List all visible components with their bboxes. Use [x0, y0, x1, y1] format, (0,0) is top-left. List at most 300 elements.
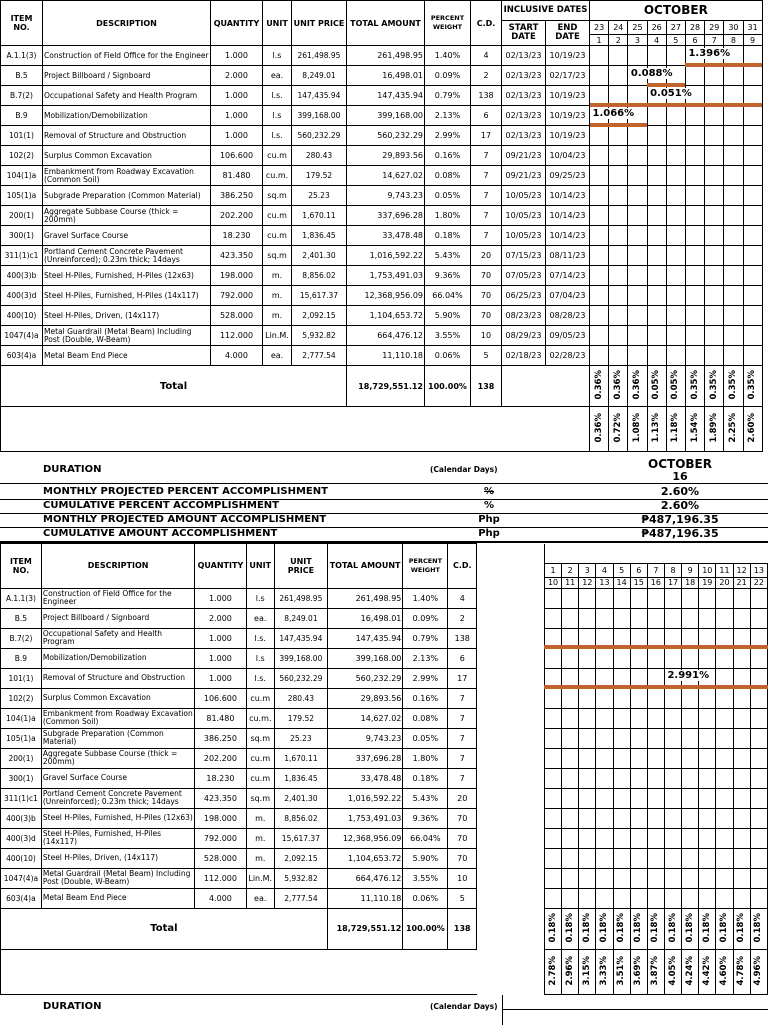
gantt-cell — [613, 828, 630, 848]
cell-end-date: 10/19/23 — [546, 46, 590, 66]
cell-percent-weight: 5.90% — [403, 848, 448, 868]
gantt-cell — [647, 226, 666, 246]
gantt-cell — [750, 648, 767, 668]
header-end-date: END DATE — [546, 21, 590, 46]
daily-percent — [613, 908, 630, 949]
cell-unit: m. — [246, 808, 274, 828]
header-start-date: START DATE — [502, 21, 546, 46]
gantt-cell — [647, 728, 664, 748]
cum-pct-value: 2.60% — [660, 499, 700, 512]
cell-unit: m. — [246, 848, 274, 868]
cell-description: Aggregate Subbase Course (thick = 200mm) — [41, 748, 194, 768]
cell-quantity: 202.200 — [211, 206, 263, 226]
gantt-cell — [733, 748, 750, 768]
cell-total-amount: 399,168.00 — [347, 106, 425, 126]
cell-total-amount: 16,498.01 — [347, 66, 425, 86]
daily-percent-value: 0.36% — [593, 370, 604, 400]
cell-start-date: 06/25/23 — [502, 286, 546, 306]
day-index: 5 — [666, 35, 685, 46]
cell-description: Portland Cement Concrete Pavement (Unreinforced); 0.23m thick; 14days — [43, 246, 211, 266]
gantt-cell — [733, 788, 750, 808]
gantt-cell — [613, 808, 630, 828]
cell-unit: cu.m — [246, 748, 274, 768]
cell-description: Gravel Surface Course — [41, 768, 194, 788]
daily-percent — [609, 366, 628, 407]
duration-month: OCTOBER — [648, 457, 712, 471]
cell-unit-price: 179.52 — [274, 708, 327, 728]
cell-unit-price: 179.52 — [292, 166, 347, 186]
total-blank — [502, 366, 590, 407]
cell-percent-weight: 0.18% — [403, 768, 448, 788]
cumulative-percent-value: 0.72% — [612, 413, 623, 443]
cell-start-date: 02/18/23 — [502, 346, 546, 366]
cell-total-amount: 399,168.00 — [327, 648, 403, 668]
cell-unit-price: 261,498.95 — [274, 588, 327, 608]
gantt-cell — [682, 608, 699, 628]
cell-unit: sq.m — [246, 728, 274, 748]
cell-blank — [477, 608, 545, 628]
cell-unit: cu.m — [263, 146, 292, 166]
gantt-cell — [699, 708, 716, 728]
gantt-cell — [590, 246, 609, 266]
cell-unit-price: 2,092.15 — [292, 306, 347, 326]
gantt-cell — [628, 146, 647, 166]
gantt-cell — [596, 768, 613, 788]
cell-cd: 7 — [471, 226, 502, 246]
cell-blank — [477, 668, 545, 688]
cell-total-amount: 33,478.48 — [327, 768, 403, 788]
daily-percent-value: 0.36% — [631, 370, 642, 400]
cell-total-amount: 664,476.12 — [327, 868, 403, 888]
gantt-cell — [685, 186, 704, 206]
daily-percent — [666, 366, 685, 407]
gantt-cell — [750, 808, 767, 828]
item-row — [1, 808, 768, 828]
gantt-cell — [750, 828, 767, 848]
cumulative-percent-value: 4.42% — [701, 955, 712, 986]
gantt-cell — [743, 206, 762, 226]
gantt-cell — [664, 848, 681, 868]
cell-quantity: 1.000 — [195, 628, 246, 648]
cell-total-amount: 147,435.94 — [327, 628, 403, 648]
gantt-cell — [705, 326, 724, 346]
day-index: 3 — [628, 35, 647, 46]
gantt-cell — [743, 286, 762, 306]
daily-percent-value: 0.18% — [650, 912, 661, 943]
daily-percent — [596, 908, 613, 949]
cell-description: Steel H-Piles, Furnished, H-Piles (12x63) — [41, 808, 194, 828]
cell-unit-price: 1,836.45 — [274, 768, 327, 788]
gantt-bar-safety-2 — [544, 645, 767, 649]
gantt-cell — [647, 326, 666, 346]
cell-total-amount: 1,016,592.22 — [327, 788, 403, 808]
cell-percent-weight: 66.04% — [425, 286, 471, 306]
cumulative-percent — [685, 407, 704, 452]
gantt-cell — [596, 728, 613, 748]
gantt-cell — [609, 186, 628, 206]
daily-percent-value: 0.18% — [633, 912, 644, 943]
gantt-cell — [699, 868, 716, 888]
cell-start-date: 02/13/23 — [502, 66, 546, 86]
item-row — [1, 728, 768, 748]
cell-description: Metal Guardrail (Metal Beam) Including Post (Double, W-Beam) — [43, 326, 211, 346]
cell-percent-weight: 0.16% — [425, 146, 471, 166]
cumulative-percent — [562, 949, 579, 994]
gantt-cell — [716, 808, 733, 828]
gantt-cell — [743, 146, 762, 166]
gantt-bar-billboard — [647, 83, 685, 87]
header-row — [1, 1, 763, 21]
gantt-cell — [579, 808, 596, 828]
gantt-cell — [705, 146, 724, 166]
header-month-blank — [544, 544, 767, 564]
cell-quantity: 1.000 — [195, 588, 246, 608]
day-number: 28 — [685, 21, 704, 35]
day-number: 25 — [628, 21, 647, 35]
cell-unit: sq.m — [263, 186, 292, 206]
cell-unit: sq.m — [263, 246, 292, 266]
gantt-cell — [724, 166, 743, 186]
gantt-cell — [699, 848, 716, 868]
cell-unit-price: 1,670.11 — [292, 206, 347, 226]
gantt-cell — [628, 166, 647, 186]
cell-description: Aggregate Subbase Course (thick = 200mm) — [43, 206, 211, 226]
gantt-cell — [733, 848, 750, 868]
gantt-cell — [743, 346, 762, 366]
header-item-no: ITEM NO. — [1, 544, 42, 589]
cell-start-date: 09/21/23 — [502, 146, 546, 166]
cell-cd: 2 — [448, 608, 477, 628]
cell-unit: Lin.M. — [246, 868, 274, 888]
cell-start-date: 07/15/23 — [502, 246, 546, 266]
gantt-cell — [743, 226, 762, 246]
cell-item-no: 603(4)a — [1, 888, 42, 908]
monthly-pct-unit: % — [483, 486, 495, 497]
cumulative-percent-value: 4.24% — [684, 955, 695, 986]
gantt-cell — [705, 266, 724, 286]
gantt-cell — [647, 888, 664, 908]
cell-description: Gravel Surface Course — [43, 226, 211, 246]
daily-percent-value: 0.35% — [747, 370, 758, 400]
cell-total-amount: 11,110.18 — [327, 888, 403, 908]
cell-cd: 70 — [448, 848, 477, 868]
header-cd: C.D. — [448, 544, 477, 589]
cell-cd: 70 — [471, 286, 502, 306]
cell-unit: cu.m. — [246, 708, 274, 728]
gantt-cell — [590, 226, 609, 246]
cell-unit-price: 25.23 — [274, 728, 327, 748]
item-row — [1, 46, 763, 66]
gantt-cell — [682, 808, 699, 828]
gantt-cell — [750, 748, 767, 768]
cell-total-amount: 14,627.02 — [347, 166, 425, 186]
cell-quantity: 423.350 — [211, 246, 263, 266]
cell-unit: ea. — [246, 608, 274, 628]
gantt-cell — [705, 286, 724, 306]
gantt-cell — [628, 246, 647, 266]
cell-quantity: 386.250 — [211, 186, 263, 206]
cell-percent-weight: 9.36% — [425, 266, 471, 286]
cell-description: Occupational Safety and Health Program — [41, 628, 194, 648]
gantt-cell — [590, 166, 609, 186]
cum-amt-value: ₱487,196.35 — [641, 527, 719, 540]
gantt-cell — [590, 146, 609, 166]
gantt-cell — [716, 708, 733, 728]
cell-blank — [477, 848, 545, 868]
cell-cd: 70 — [448, 808, 477, 828]
monthly-amt-label: MONTHLY PROJECTED AMOUNT ACCOMPLISHMENT — [43, 514, 327, 525]
cell-cd: 138 — [448, 628, 477, 648]
cell-blank — [477, 828, 545, 848]
gantt-cell — [562, 728, 579, 748]
cell-item-no: 311(1)c1 — [1, 788, 42, 808]
item-row — [1, 588, 768, 608]
duration-row-2 — [0, 995, 768, 1025]
gantt-cell — [682, 648, 699, 668]
header-quantity: QUANTITY — [195, 544, 246, 589]
cell-unit: ea. — [263, 66, 292, 86]
cell-description: Occupational Safety and Health Program — [43, 86, 211, 106]
gantt-cell — [647, 848, 664, 868]
cell-percent-weight: 9.36% — [403, 808, 448, 828]
cell-blank — [477, 868, 545, 888]
daily-percent — [647, 908, 664, 949]
day-number: 7 — [647, 563, 664, 577]
cell-unit: ea. — [246, 888, 274, 908]
gantt-cell — [750, 588, 767, 608]
gantt-cell — [562, 588, 579, 608]
gantt-cell — [716, 768, 733, 788]
cell-item-no: 101(1) — [1, 668, 42, 688]
gantt-cell — [647, 788, 664, 808]
gantt-cell — [628, 186, 647, 206]
cell-unit-price: 147,435.94 — [292, 86, 347, 106]
day-index: 12 — [579, 577, 596, 588]
gantt-cell — [590, 326, 609, 346]
day-number: 1 — [544, 563, 561, 577]
cell-quantity: 106.600 — [211, 146, 263, 166]
gantt-cell — [724, 306, 743, 326]
cell-item-no: B.7(2) — [1, 86, 43, 106]
day-number: 24 — [609, 21, 628, 35]
cell-start-date: 02/13/23 — [502, 46, 546, 66]
gantt-cell — [613, 888, 630, 908]
cell-item-no: 300(1) — [1, 226, 43, 246]
cell-quantity: 792.000 — [211, 286, 263, 306]
cell-percent-weight: 0.09% — [425, 66, 471, 86]
duration-row — [0, 457, 768, 484]
gantt-cell — [609, 146, 628, 166]
cumulative-percent-value: 2.96% — [564, 955, 575, 986]
cell-total-amount: 560,232.29 — [327, 668, 403, 688]
cell-unit-price: 2,777.54 — [292, 346, 347, 366]
cell-total-amount: 11,110.18 — [347, 346, 425, 366]
cell-item-no: 101(1) — [1, 126, 43, 146]
day-number: 3 — [579, 563, 596, 577]
cell-total-amount: 337,696.28 — [347, 206, 425, 226]
cell-end-date: 09/25/23 — [546, 166, 590, 186]
cell-blank — [477, 748, 545, 768]
cell-blank — [477, 888, 545, 908]
cell-total-amount: 12,368,956.09 — [327, 828, 403, 848]
daily-percent-value: 0.18% — [736, 912, 747, 943]
gantt-cell — [685, 266, 704, 286]
daily-percent — [743, 366, 762, 407]
cell-unit: l.s. — [246, 668, 274, 688]
cell-quantity: 198.000 — [195, 808, 246, 828]
cell-cd: 5 — [448, 888, 477, 908]
gantt-cell — [647, 828, 664, 848]
monthly-amt-row — [0, 513, 768, 528]
gantt-cell — [750, 608, 767, 628]
cell-item-no: 400(10) — [1, 848, 42, 868]
gantt-cell — [609, 306, 628, 326]
gantt-cell — [579, 828, 596, 848]
cell-total-amount: 29,893.56 — [327, 688, 403, 708]
cell-end-date: 08/11/23 — [546, 246, 590, 266]
cell-unit: Lin.M. — [263, 326, 292, 346]
gantt-cell — [609, 46, 628, 66]
cell-unit-price: 1,836.45 — [292, 226, 347, 246]
cell-percent-weight: 0.16% — [403, 688, 448, 708]
cell-total-amount: 9,743.23 — [327, 728, 403, 748]
item-row — [1, 868, 768, 888]
gantt-cell — [685, 286, 704, 306]
daily-percent-value: 0.18% — [616, 912, 627, 943]
cumulative-percent — [628, 407, 647, 452]
cell-end-date: 10/14/23 — [546, 226, 590, 246]
cell-unit-price: 147,435.94 — [274, 628, 327, 648]
gantt-cell — [630, 708, 647, 728]
cell-quantity: 106.600 — [195, 688, 246, 708]
gantt-cell — [544, 728, 561, 748]
gantt-cell — [647, 346, 666, 366]
day-number: 4 — [596, 563, 613, 577]
cell-percent-weight: 0.79% — [425, 86, 471, 106]
day-index: 6 — [685, 35, 704, 46]
gantt-cell — [733, 648, 750, 668]
total-weight: 100.00% — [425, 366, 471, 407]
gantt-cell — [750, 868, 767, 888]
cell-percent-weight: 0.06% — [403, 888, 448, 908]
cumulative-percent — [733, 949, 750, 994]
cell-total-amount: 29,893.56 — [347, 146, 425, 166]
cell-description: Steel H-Piles, Driven, (14x117) — [43, 306, 211, 326]
gantt-cell — [630, 748, 647, 768]
cell-blank — [477, 688, 545, 708]
gantt-cell — [628, 206, 647, 226]
gantt-cell — [664, 768, 681, 788]
cell-cd: 10 — [448, 868, 477, 888]
gantt-cell — [579, 708, 596, 728]
cumulative-percent-value: 3.33% — [598, 955, 609, 986]
cell-blank — [477, 588, 545, 608]
gantt-cell — [613, 588, 630, 608]
gantt-cell — [647, 126, 666, 146]
cell-quantity: 1.000 — [211, 106, 263, 126]
cell-total-amount: 664,476.12 — [347, 326, 425, 346]
gantt-cell — [716, 888, 733, 908]
cell-unit-price: 15,617.37 — [274, 828, 327, 848]
daily-percent-value: 0.35% — [708, 370, 719, 400]
cell-unit-price: 399,168.00 — [274, 648, 327, 668]
gantt-cell — [628, 126, 647, 146]
gantt-cell — [750, 848, 767, 868]
gantt-cell — [609, 346, 628, 366]
gantt-cell — [685, 306, 704, 326]
cell-item-no: 400(3)b — [1, 808, 42, 828]
cell-total-amount: 147,435.94 — [347, 86, 425, 106]
gantt-cell — [630, 588, 647, 608]
gantt-cell — [705, 226, 724, 246]
gantt-cell — [699, 788, 716, 808]
day-index: 15 — [630, 577, 647, 588]
daily-percent-value: 0.18% — [701, 912, 712, 943]
duration-divider — [502, 995, 503, 1025]
day-number: 2 — [562, 563, 579, 577]
cell-total-amount: 1,753,491.03 — [327, 808, 403, 828]
day-number: 6 — [630, 563, 647, 577]
cell-quantity: 386.250 — [195, 728, 246, 748]
cell-total-amount: 1,753,491.03 — [347, 266, 425, 286]
cell-unit: m. — [263, 306, 292, 326]
cell-unit-price: 261,498.95 — [292, 46, 347, 66]
item-row — [1, 708, 768, 728]
cell-cd: 7 — [471, 166, 502, 186]
gantt-cell — [579, 748, 596, 768]
gantt-cell — [724, 126, 743, 146]
gantt-cell — [630, 808, 647, 828]
gantt-cell — [682, 888, 699, 908]
gantt-cell — [630, 788, 647, 808]
cumulative-percent — [647, 949, 664, 994]
gantt-cell — [596, 648, 613, 668]
cumulative-percent-value: 2.60% — [747, 413, 758, 443]
day-number: 23 — [590, 21, 609, 35]
gantt-cell — [562, 688, 579, 708]
cell-description: Removal of Structure and Obstruction — [43, 126, 211, 146]
day-number: 5 — [613, 563, 630, 577]
cell-end-date: 10/14/23 — [546, 206, 590, 226]
gantt-cell — [562, 848, 579, 868]
gantt-cell — [613, 748, 630, 768]
day-number: 27 — [666, 21, 685, 35]
gantt-cell — [613, 688, 630, 708]
cell-unit-price: 8,856.02 — [292, 266, 347, 286]
cell-quantity: 1.000 — [195, 668, 246, 688]
daily-percent — [630, 908, 647, 949]
cell-percent-weight: 0.08% — [425, 166, 471, 186]
gantt-cell — [664, 888, 681, 908]
gantt-cell — [596, 708, 613, 728]
cell-unit: cu.m — [246, 768, 274, 788]
daily-percent-value: 0.18% — [753, 912, 764, 943]
cell-description: Surplus Common Excavation — [43, 146, 211, 166]
header-total-amount: TOTAL AMOUNT — [347, 1, 425, 46]
gantt-cell — [590, 206, 609, 226]
cumulative-percent — [716, 949, 733, 994]
cumulative-percent-value: 2.78% — [547, 955, 558, 986]
daily-percent — [682, 908, 699, 949]
gantt-bar-field-office — [685, 63, 762, 67]
cell-description: Portland Cement Concrete Pavement (Unreinforced); 0.23m thick; 14days — [41, 788, 194, 808]
cumulative-percent-value: 3.87% — [650, 955, 661, 986]
cumulative-percent-value: 1.08% — [631, 413, 642, 443]
cell-unit-price: 5,932.82 — [274, 868, 327, 888]
gantt-cell — [685, 66, 704, 86]
gantt-cell — [705, 186, 724, 206]
total-cd: 138 — [471, 366, 502, 407]
